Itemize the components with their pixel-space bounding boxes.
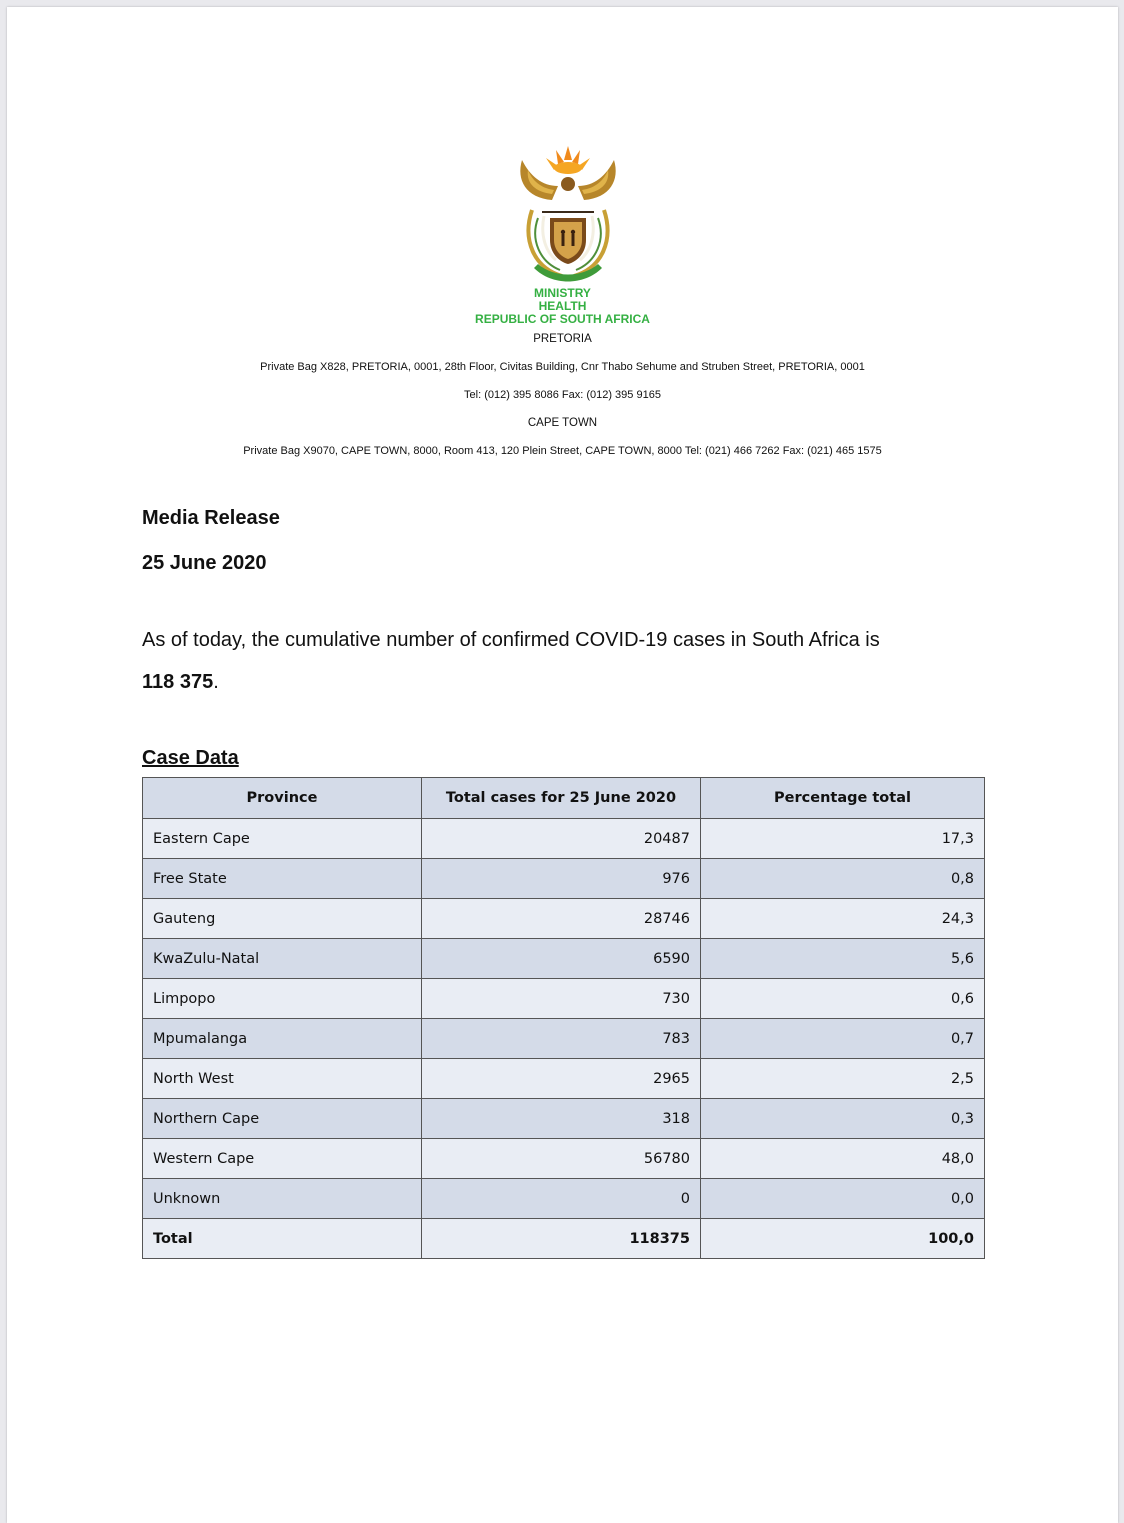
table-total-row [143, 1219, 985, 1259]
pretoria-contact: Tel: (012) 395 8086 Fax: (012) 395 9165 [464, 389, 661, 401]
province-cell: North West [143, 1059, 422, 1099]
percentage-cell: 0,3 [701, 1099, 985, 1139]
cumulative-total-line [142, 671, 219, 694]
pretoria-address: Private Bag X828, PRETORIA, 0001, 28th Floor, Civitas Building, Cnr Thabo Sehume and Struben Street, PRETORIA, 0001 [260, 361, 865, 373]
percentage-cell: 48,0 [701, 1139, 985, 1179]
percentage-cell: 0,6 [701, 979, 985, 1019]
province-cell: Northern Cape [143, 1099, 422, 1139]
total-cases-cell: 28746 [422, 899, 701, 939]
case-data-table [142, 777, 985, 1259]
ministry-line-2: HEALTH [538, 299, 587, 313]
pretoria-label: PRETORIA [533, 333, 592, 345]
total-cases-cell: 20487 [422, 819, 701, 859]
table-row [143, 859, 985, 899]
total-cases-cell: 6590 [422, 939, 701, 979]
percentage-cell: 0,7 [701, 1019, 985, 1059]
province-cell: Western Cape [143, 1139, 422, 1179]
percentage-cell: 0,0 [701, 1179, 985, 1219]
ministry-line-1: MINISTRY [534, 286, 591, 300]
percentage-cell: 17,3 [701, 819, 985, 859]
percentage-cell: 2,5 [701, 1059, 985, 1099]
table-row [143, 1139, 985, 1179]
province-cell: Mpumalanga [143, 1019, 422, 1059]
intro-paragraph: As of today, the cumulative number of confirmed COVID-19 cases in South Africa is [142, 629, 880, 651]
cape-town-label: CAPE TOWN [527, 417, 598, 429]
total-cases-cell: 2965 [422, 1059, 701, 1099]
cumulative-total-suffix: . [213, 671, 219, 693]
media-release-heading: Media Release [142, 507, 280, 529]
province-cell: Total [143, 1219, 422, 1259]
column-header-total-cases: Total cases for 25 June 2020 [422, 778, 701, 819]
cape-town-address: Private Bag X9070, CAPE TOWN, 8000, Room 413, 120 Plein Street, CAPE TOWN, 8000 Tel: (021) 466 7262 Fax: (021) 465 1575 [243, 445, 882, 457]
total-cases-cell: 730 [422, 979, 701, 1019]
province-cell: Unknown [143, 1179, 422, 1219]
percentage-cell: 100,0 [701, 1219, 985, 1259]
total-cases-cell: 976 [422, 859, 701, 899]
coat-of-arms-icon [512, 140, 624, 288]
table-row [143, 939, 985, 979]
table-header-row [143, 778, 985, 819]
percentage-cell: 0,8 [701, 859, 985, 899]
percentage-cell: 5,6 [701, 939, 985, 979]
total-cases-cell: 0 [422, 1179, 701, 1219]
ministry-name [7, 287, 1118, 326]
document-page [7, 7, 1118, 1523]
table-row [143, 1059, 985, 1099]
case-data-heading: Case Data [142, 747, 239, 769]
table-row [143, 979, 985, 1019]
province-cell: Eastern Cape [143, 819, 422, 859]
cumulative-total-value: 118 375 [142, 671, 214, 693]
province-cell: Gauteng [143, 899, 422, 939]
total-cases-cell: 56780 [422, 1139, 701, 1179]
table-row [143, 819, 985, 859]
total-cases-cell: 783 [422, 1019, 701, 1059]
table-row [143, 1179, 985, 1219]
total-cases-cell: 318 [422, 1099, 701, 1139]
table-row [143, 899, 985, 939]
province-cell: Limpopo [143, 979, 422, 1019]
column-header-province: Province [143, 778, 422, 819]
ministry-line-3: REPUBLIC OF SOUTH AFRICA [475, 312, 650, 326]
table-row [143, 1099, 985, 1139]
release-date: 25 June 2020 [142, 552, 267, 574]
percentage-cell: 24,3 [701, 899, 985, 939]
province-cell: KwaZulu-Natal [143, 939, 422, 979]
table-row [143, 1019, 985, 1059]
province-cell: Free State [143, 859, 422, 899]
total-cases-cell: 118375 [422, 1219, 701, 1259]
column-header-percentage: Percentage total [701, 778, 985, 819]
